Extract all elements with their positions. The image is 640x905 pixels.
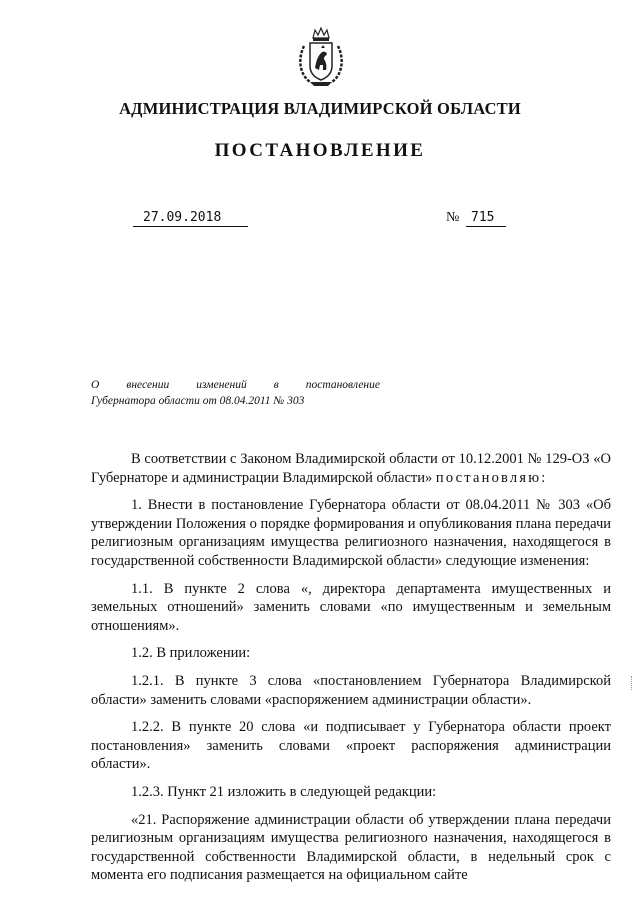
body-paragraph: 1.1. В пункте 2 слова «, директора департамента имущественных и земельных отношений» заменить словами «по имущественным и земельным отношениям». (91, 580, 611, 634)
subject-line-2: Губернатора области от 08.04.2011 № 303 (91, 395, 305, 407)
document-subject (91, 377, 380, 409)
subject-word: внесении (126, 379, 170, 391)
subject-word: постановление (305, 379, 380, 391)
body-paragraph: 1.2.3. Пункт 21 изложить в следующей редакции: (131, 783, 437, 800)
document-type-title: ПОСТАНОВЛЕНИЕ (214, 140, 426, 161)
body-paragraph: 1.2.2. В пункте 20 слова «и подписывает у Губернатора области проект постановления» заменить словами «проект распоряжения администрации области». (91, 719, 611, 773)
number-label: № (446, 210, 460, 225)
preamble-text: В соответствии с Законом Владимирской области от 10.12.2001 № 129-ОЗ «О Губернаторе и администрации Владимирской области» (91, 451, 611, 486)
subject-line-1 (91, 377, 380, 393)
body-paragraph: 1. Внести в постановление Губернатора области от 08.04.2011 № 303 «Об утверждении Положения о порядке формирования и опубликования плана передачи религиозным организациям имущества религиозного назначения, находящегося в государственной собственности Владимирской области» следующие изменения: (91, 497, 611, 569)
coat-of-arms-icon (296, 26, 346, 88)
document-number: 715 (466, 210, 506, 227)
resolve-word: постановляю: (435, 469, 548, 486)
document-date: 27.09.2018 (133, 210, 248, 227)
body-paragraph: 1.2. В приложении: (131, 645, 251, 662)
document-body (91, 450, 611, 885)
subject-word: в (273, 379, 279, 391)
subject-word: О (91, 379, 100, 391)
organization-name: АДМИНИСТРАЦИЯ ВЛАДИМИРСКОЙ ОБЛАСТИ (119, 99, 521, 118)
body-paragraph: 1.2.1. В пункте 3 слова «постановлением Губернатора Владимирской области» заменить словами «распоряжением администрации области». (91, 672, 611, 708)
subject-word: изменений (196, 379, 247, 391)
scan-edge-mark (631, 676, 635, 690)
body-paragraph: «21. Распоряжение администрации области об утверждении плана передачи религиозным организациям имущества религиозного назначения, находящегося в государственной собственности Владимирской области, в недельный срок с момента его подписания размещается на официальном сайте (91, 811, 611, 884)
preamble-paragraph (91, 450, 611, 487)
